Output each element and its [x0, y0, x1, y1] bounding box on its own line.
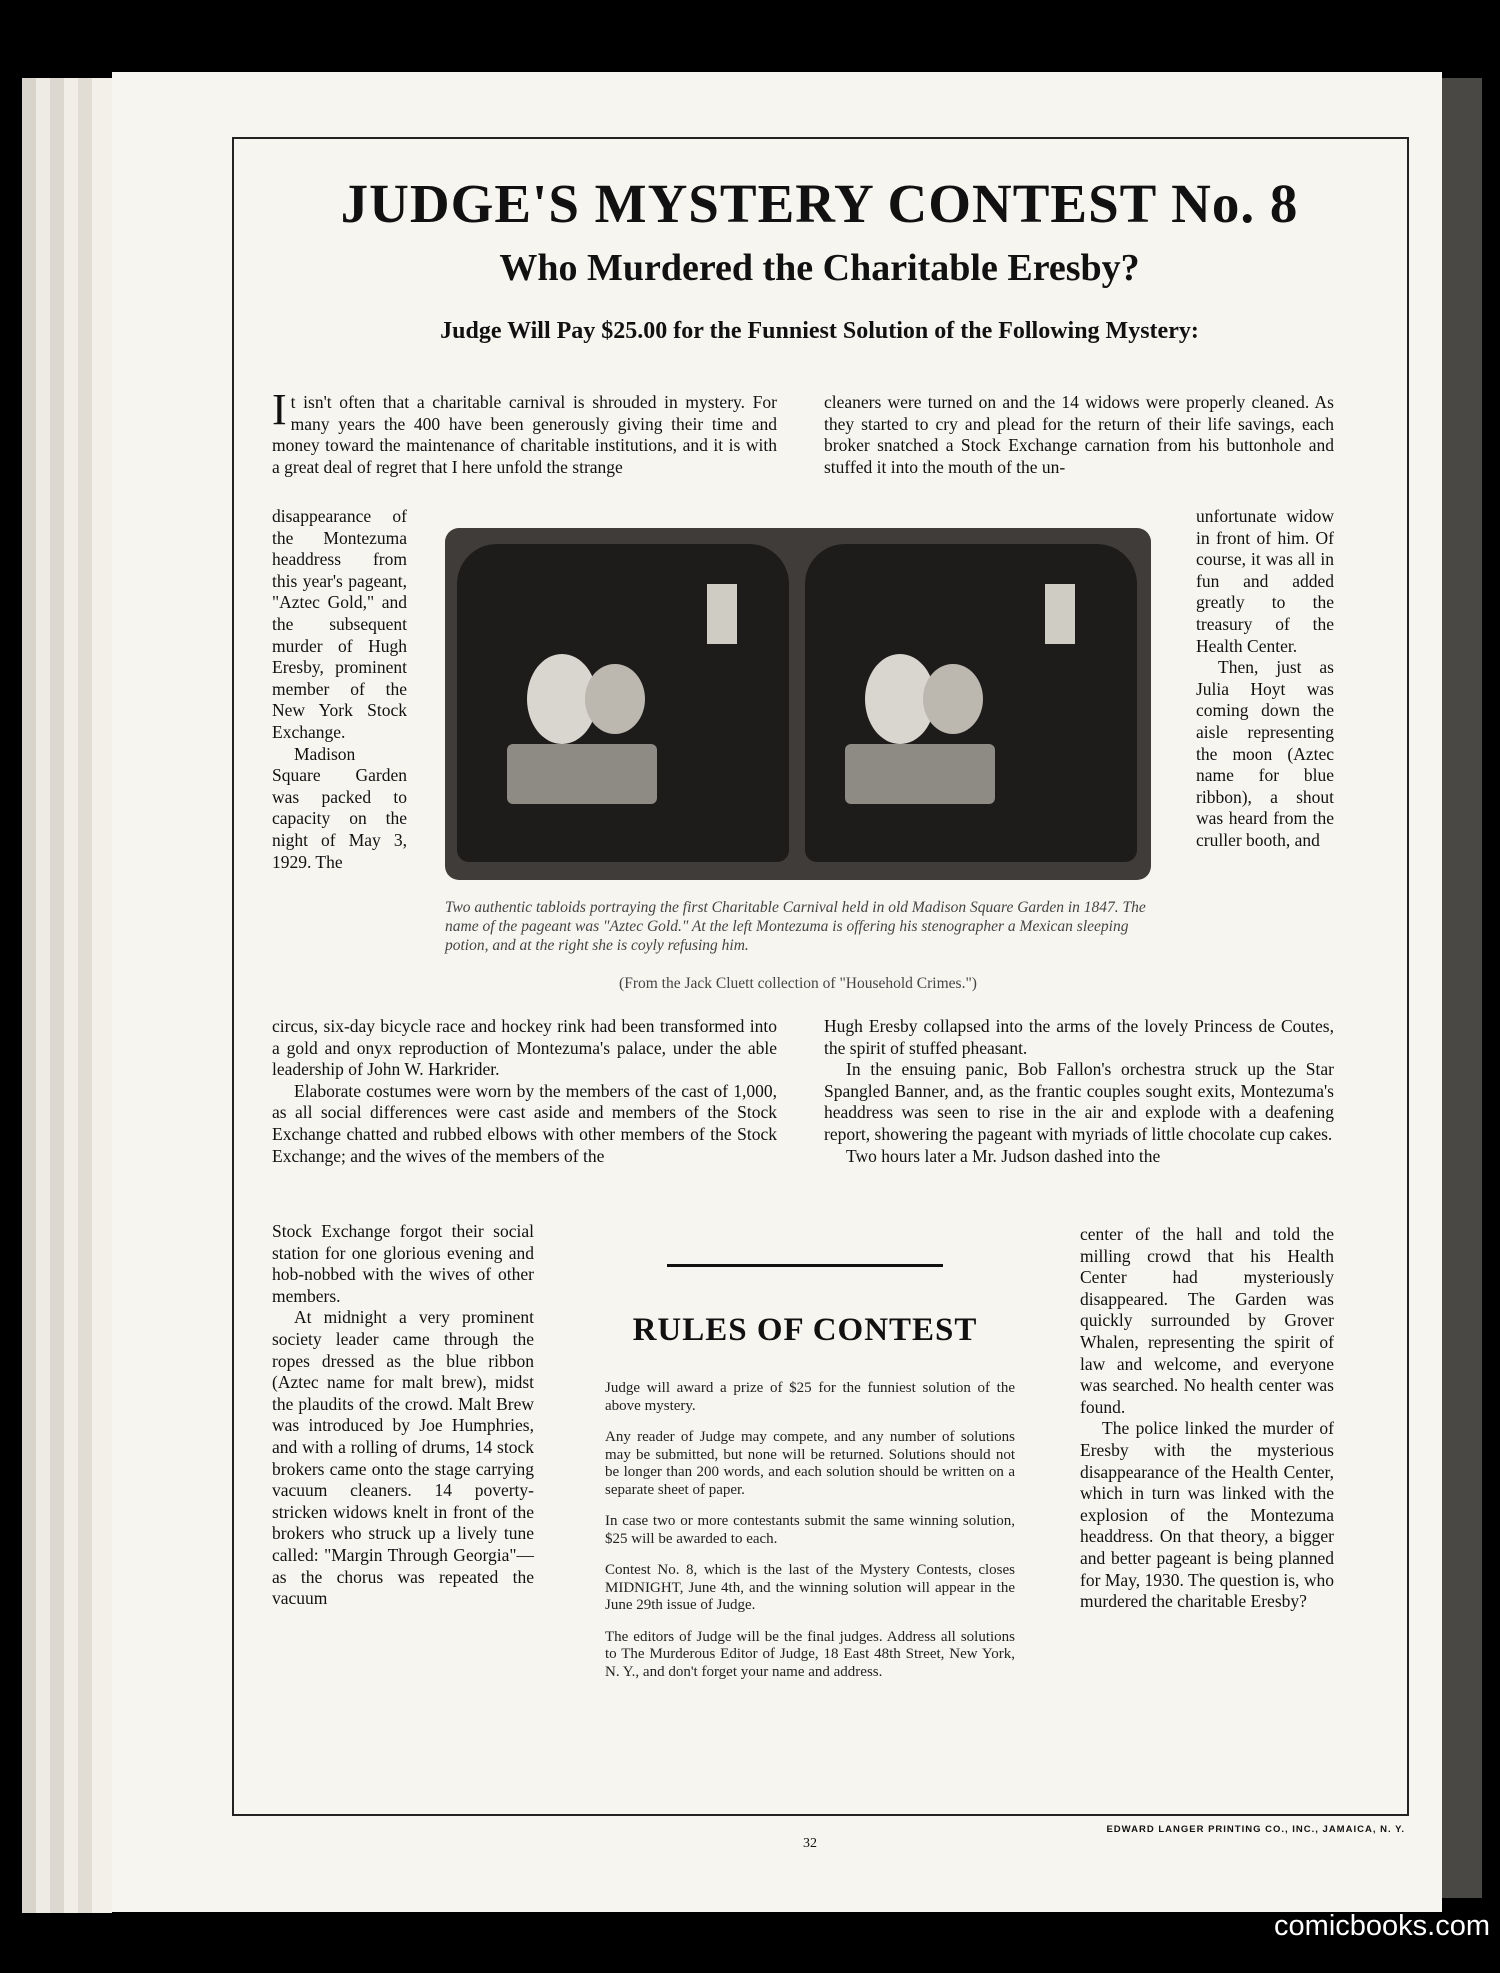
page-edge [64, 78, 78, 1913]
article-text: Stock Exchange forgot their social station for one glorious evening and hob-nobbed with the wives of other members. [272, 1221, 534, 1306]
drop-cap: I [272, 385, 287, 434]
photo-poster [1045, 584, 1075, 644]
article-col2-bottom [1080, 1224, 1334, 1613]
article-text: Hugh Eresby collapsed into the arms of the lovely Princess de Coutes, the spirit of stuffed pheasant. [824, 1016, 1334, 1058]
printer-credit: EDWARD LANGER PRINTING CO., INC., JAMAICA, N. Y. [1106, 1824, 1405, 1835]
rules-paragraph: The editors of Judge will be the final judges. Address all solutions to The Murderous Editor of Judge, 18 East 48th Street, New York, N. Y., and don't forget your name and address. [605, 1628, 1015, 1680]
photo-left-panel [457, 544, 789, 862]
article-text: At midnight a very prominent society leader came through the ropes dressed as the blue ribbon (Aztec name for malt brew), midst the plaudits of the crowd. Malt Brew was introduced by Joe Humphries, and with a rolling of drums, 14 stock brokers came onto the stage carrying vacuum cleaners. 14 poverty-stricken widows knelt in front of the brokers who struck up a lively tune called: "Margin Through Georgia"—as the chorus was repeated the vacuum [272, 1307, 534, 1609]
photo-credit: (From the Jack Cluett collection of "Household Crimes.") [619, 975, 977, 992]
rules-body [605, 1380, 1015, 1695]
rules-paragraph: Any reader of Judge may compete, and any number of solutions may be submitted, but none will be returned. Solutions should not be longer than 200 words, and each solution should be written on a separate sheet of paper. [605, 1429, 1015, 1498]
article-text: Elaborate costumes were worn by the members of the cast of 1,000, as all social differences were cast aside and members of the Stock Exchange chatted and rubbed elbows with other members of the Stock Exchange; and the wives of the members of the [272, 1080, 777, 1166]
page-subtitle: Who Murdered the Charitable Eresby? [499, 247, 1140, 289]
page-edge [78, 78, 92, 1913]
watermark: comicbooks.com [1274, 1910, 1490, 1942]
photo-figure [507, 744, 657, 804]
article-col2-top [824, 392, 1334, 478]
page-title: JUDGE'S MYSTERY CONTEST No. 8 [340, 173, 1299, 234]
rules-paragraph: Judge will award a prize of $25 for the funniest solution of the above mystery. [605, 1380, 1015, 1414]
divider-rule [667, 1264, 943, 1267]
article-text: disappearance of the Montezuma headdress from this year's pageant, "Aztec Gold," and the subsequent murder of Hugh Eresby, prominent member of the New York Stock Exchange. [272, 506, 407, 742]
article-text: Madison Square Garden was packed to capacity on the night of May 3, 1929. The [272, 743, 407, 872]
photo-poster [707, 584, 737, 644]
article-text: Two hours later a Mr. Judson dashed into the [846, 1145, 1161, 1166]
photo-caption: Two authentic tabloids portraying the first Charitable Carnival held in old Madison Square Garden in 1847. The name of the pageant was "Aztec Gold." At the left Montezuma is offering his stenographer a Mexican sleeping potion, and at the right she is coyly refusing him. [445, 899, 1146, 954]
photo-figure [845, 744, 995, 804]
article-text: center of the hall and told the milling crowd that his Health Center had mysteriously disappeared. The Garden was quickly surrounded by Grover Whalen, representing the spirit of law and welcome, and everyone was searched. No health center was found. [1080, 1224, 1334, 1417]
rules-heading: RULES OF CONTEST [632, 1312, 978, 1348]
article-text: cleaners were turned on and the 14 widows were properly cleaned. As they started to cry and plead for the return of their life savings, each broker snatched a Stock Exchange carnation from his buttonhole and stuffed it into the mouth of the un- [824, 392, 1334, 477]
article-col1-narrow [272, 506, 407, 873]
rules-paragraph: In case two or more contestants submit the same winning solution, $25 will be awarded to each. [605, 1513, 1015, 1547]
article-text: Then, just as Julia Hoyt was coming down the aisle representing the moon (Aztec name for blue ribbon), a shout was heard from the cruller booth, and [1196, 657, 1334, 850]
rules-paragraph: Contest No. 8, which is the last of the Mystery Contests, closes MIDNIGHT, June 4th, and the winning solution will appear in the June 29th issue of Judge. [605, 1562, 1015, 1613]
page-edge [92, 78, 112, 1913]
page-edge [50, 78, 64, 1913]
article-text: circus, six-day bicycle race and hockey rink had been transformed into a gold and onyx reproduction of Montezuma's palace, under the able leadership of John W. Harkrider. [272, 1016, 777, 1080]
article-col1-bottom [272, 1221, 534, 1610]
article-text: unfortunate widow in front of him. Of course, it was all in fun and added greatly to the treasury of the Health Center. [1196, 506, 1334, 656]
page-edge [36, 78, 50, 1913]
page-number: 32 [803, 1836, 817, 1851]
page-deck: Judge Will Pay $25.00 for the Funniest Solution of the Following Mystery: [440, 318, 1199, 344]
article-col1-top [272, 385, 777, 478]
article-col2-narrow [1196, 506, 1334, 852]
page-edge [22, 78, 36, 1913]
photo-figure [923, 664, 983, 734]
article-text: The police linked the murder of Eresby with the mysterious disappearance of the Health Center, which in turn was linked with the explosion of the Montezuma headdress. On that theory, a bigger and better pageant is being planned for May, 1930. The question is, who murdered the charitable Eresby? [1080, 1418, 1334, 1612]
photo-figure [585, 664, 645, 734]
article-text: In the ensuing panic, Bob Fallon's orchestra struck up the Star Spangled Banner, and, as the frantic couples sought exits, Montezuma's headdress was seen to rise in the air and explode with a deafening report, showering the pageant with myriads of little chocolate cup cakes. [824, 1059, 1334, 1144]
facing-page-edge [1442, 78, 1482, 1898]
article-col2-mid [824, 1016, 1334, 1167]
photo-right-panel [805, 544, 1137, 862]
stereograph-photo [445, 528, 1151, 880]
article-text: t isn't often that a charitable carnival is shrouded in mystery. For many years the 400 have been generously giving their time and money toward the maintenance of charitable institutions, and it is with a great deal of regret that I here unfold the strange [272, 392, 777, 477]
article-col1-mid [272, 1016, 777, 1167]
